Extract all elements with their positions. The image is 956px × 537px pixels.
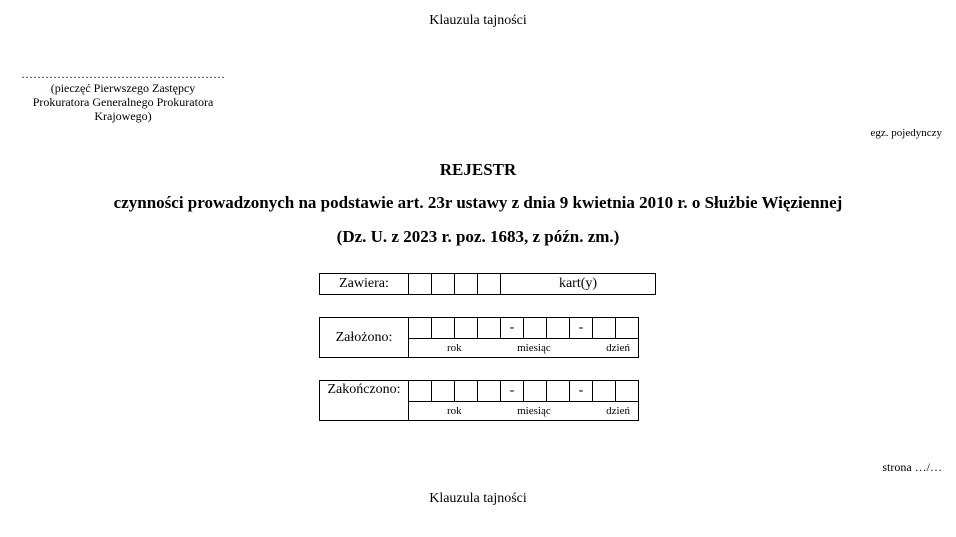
created-date-field xyxy=(319,317,639,358)
page-number: strona …/… xyxy=(882,460,942,474)
created-separator-1: - xyxy=(501,318,524,339)
ended-year-label: rok xyxy=(447,405,462,417)
contains-digit-2[interactable] xyxy=(432,274,455,295)
created-separator-2: - xyxy=(570,318,593,339)
ended-year-digit-1[interactable] xyxy=(409,381,432,402)
journal-reference: (Dz. U. z 2023 r. poz. 1683, z późn. zm.) xyxy=(336,227,620,246)
stamp-caption-line-2: Prokuratora Generalnego Prokuratora xyxy=(32,95,214,109)
ended-year-digit-2[interactable] xyxy=(432,381,455,402)
footer-security-clause: Klauzula tajności xyxy=(429,491,527,506)
ended-day-label: dzień xyxy=(606,405,630,417)
created-day-digit-2[interactable] xyxy=(616,318,639,339)
created-day-label: dzień xyxy=(606,342,630,354)
ended-day-digit-2[interactable] xyxy=(616,381,639,402)
created-year-label: rok xyxy=(447,342,462,354)
ended-month-digit-2[interactable] xyxy=(547,381,570,402)
created-date-legend xyxy=(409,339,639,358)
ended-month-label: miesiąc xyxy=(517,405,551,417)
created-month-digit-1[interactable] xyxy=(524,318,547,339)
ended-day-digit-1[interactable] xyxy=(593,381,616,402)
contains-label: Zawiera: xyxy=(320,274,409,295)
stamp-caption-line-1: (pieczęć Pierwszego Zastępcy xyxy=(50,81,196,95)
created-year-digit-4[interactable] xyxy=(478,318,501,339)
ended-year-digit-3[interactable] xyxy=(455,381,478,402)
ended-date-legend xyxy=(409,402,639,421)
stamp-caption-line-3: Krajowego) xyxy=(94,109,152,123)
contains-unit: kart(y) xyxy=(501,274,656,295)
created-month-label: miesiąc xyxy=(517,342,551,354)
stamp-block xyxy=(0,67,246,123)
ended-separator-1: - xyxy=(501,381,524,402)
contains-digit-3[interactable] xyxy=(455,274,478,295)
created-label: Założono: xyxy=(320,318,409,358)
ended-month-digit-1[interactable] xyxy=(524,381,547,402)
created-day-digit-1[interactable] xyxy=(593,318,616,339)
created-year-digit-2[interactable] xyxy=(432,318,455,339)
created-month-digit-2[interactable] xyxy=(547,318,570,339)
ended-date-field xyxy=(319,380,639,421)
copy-note: egz. pojedynczy xyxy=(870,127,942,139)
contains-digit-4[interactable] xyxy=(478,274,501,295)
header-security-clause: Klauzula tajności xyxy=(429,13,527,28)
contains-digit-1[interactable] xyxy=(409,274,432,295)
document-subtitle: czynności prowadzonych na podstawie art. 23r ustawy z dnia 9 kwietnia 2010 r. o Służbie Więziennej xyxy=(113,193,843,212)
ended-separator-2: - xyxy=(570,381,593,402)
contains-field xyxy=(319,273,656,295)
created-year-digit-3[interactable] xyxy=(455,318,478,339)
ended-label: Zakończono: xyxy=(320,381,409,421)
created-year-digit-1[interactable] xyxy=(409,318,432,339)
stamp-dotted-line: …………………………………………… xyxy=(21,67,225,81)
document-title: REJESTR xyxy=(439,160,517,179)
ended-year-digit-4[interactable] xyxy=(478,381,501,402)
